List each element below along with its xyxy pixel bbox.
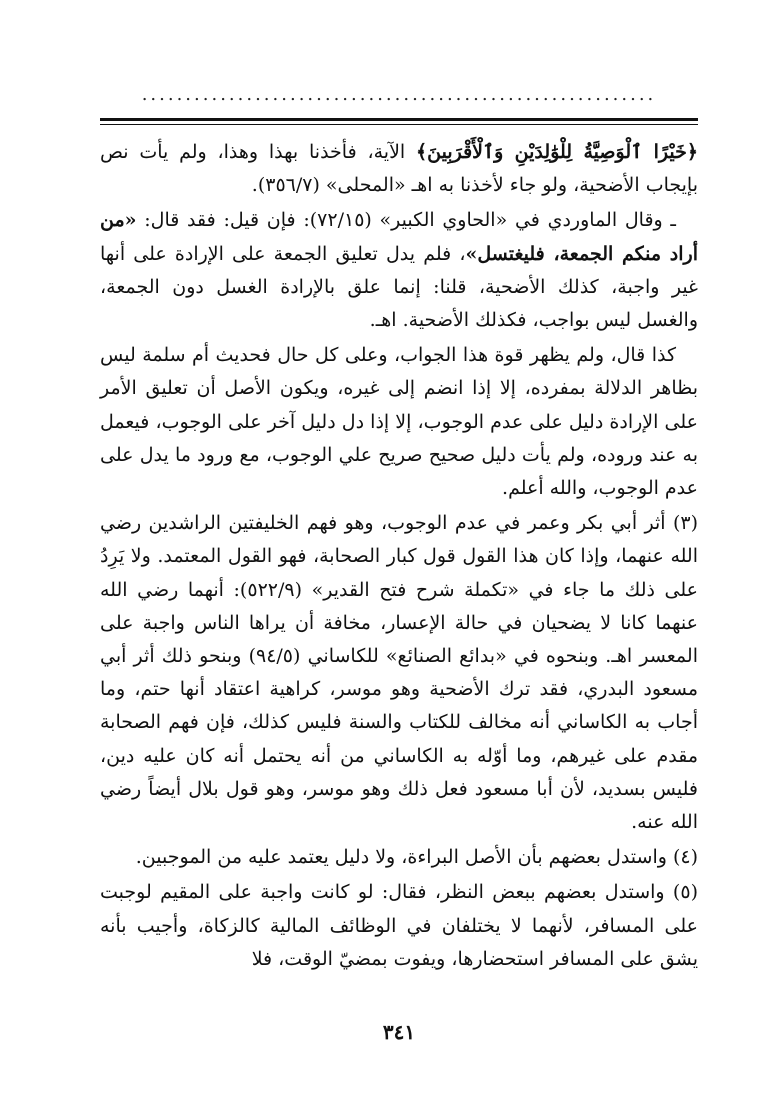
- hadith-quote: «من أراد منكم الجمعة، فليغتسل»: [100, 209, 699, 265]
- quran-verse: ﴿خَيْرًا ٱلْوَصِيَّةُ لِلْوَٰلِدَيْنِ وَٱلْأَقْرَبِينَ﴾: [415, 141, 698, 163]
- header-rules: [100, 118, 698, 125]
- paragraph-text: الآية، فأخذنا بهذا وهذا، ولم يأت نص بإيجاب الأضحية، ولو جاء لأخذنا به اهـ «المحلى» (٣٥٦/٧).: [100, 141, 698, 197]
- paragraph-point-5: (٥) واستدل بعضهم ببعض النظر، فقال: لو كانت واجبة على المقيم لوجبت على المسافر، لأنهما لا يختلفان في الوظائف المالية كالزكاة، وأجيب بأنه يشق على المسافر استحضارها، ويفوت بمضيّ الوقت، فلا: [100, 881, 698, 970]
- paragraph-commentary: كذا قال، ولم يظهر قوة هذا الجواب، وعلى كل حال فحديث أم سلمة ليس بظاهر الدلالة بمفرده، إلا إذا انضم إلى غيره، ويكون الأصل أن تعليق الأمر على الإرادة دليل على عدم الوجوب، إلا إذا دل دليل آخر على الوجوب، فيعمل به عند وروده، ولم يأت دليل صحيح صريح علي الوجوب، مع ورود ما يدل على عدم الوجوب، والله أعلم.: [100, 344, 698, 500]
- paragraph-mawardi: [100, 204, 698, 337]
- paragraph-point-4: (٤) واستدل بعضهم بأن الأصل البراءة، ولا دليل يعتمد عليه من الموجبين.: [135, 846, 698, 869]
- paragraph-lead: ـ وقال الماوردي في «الحاوي الكبير» (٧٢/١٥): فإن قيل: فقد قال:: [136, 209, 676, 232]
- header-dotted-line: ...........................................................: [141, 84, 657, 105]
- book-page: [100, 84, 698, 1044]
- paragraph-text: ، فلم يدل تعليق الجمعة على الإرادة على أنها غير واجبة، كذلك الأضحية، قلنا: إنما علق بالإرادة الغسل دون الجمعة، والغسل ليس بواجب، فكذلك الأضحية. اهـ.: [100, 242, 698, 332]
- header-rule-thin: [100, 124, 698, 125]
- page-body: [100, 136, 698, 978]
- header-rule-thick: [100, 118, 698, 121]
- page-number: ٣٤١: [382, 1020, 416, 1044]
- paragraph-quran-continuation: [100, 136, 698, 202]
- paragraph-point-3: (٣) أثر أبي بكر وعمر في عدم الوجوب، وهو فهم الخليفتين الراشدين رضي الله عنهما، وإذا كان هذا القول قول كبار الصحابة، فهو القول المعتمد. ولا يَرِدُ على ذلك ما جاء في «تكملة شرح فتح القدير» (٥٢٢/٩): أنهما رضي الله عنهما كانا لا يضحيان في حالة الإعسار، مخافة أن يراها الناس واجبة على المعسر اهـ. وبنحوه في «بدائع الصنائع» للكاساني (٩٤/٥) وبنحو ذلك أثر أبي مسعود البدري، فقد ترك الأضحية وهو موسر، كراهية اعتقاد أنها حتم، وما أجاب به الكاساني أنه مخالف للكتاب والسنة فليس كذلك، فإن فهم الصحابة مقدم على غيرهم، وما أوّله به الكاساني من أنه يحتمل أنه كان عليه دين، فليس بسديد، لأن أبا مسعود فعل ذلك وهو موسر، وهو قول بلال أيضاً رضي الله عنه.: [100, 512, 698, 834]
